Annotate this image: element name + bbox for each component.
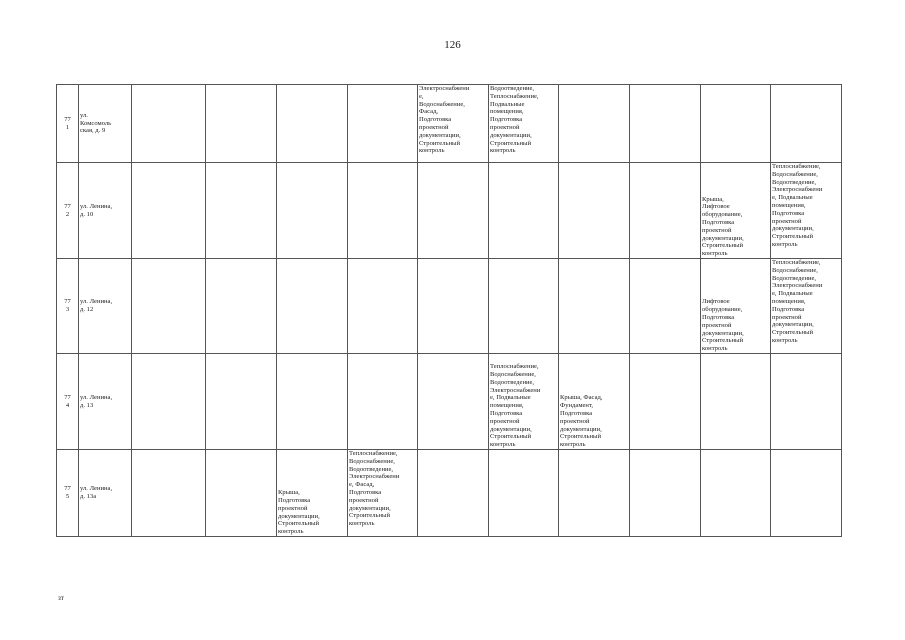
address-cell: ул. Ленина, д. 13 [79, 354, 132, 450]
row-number: 77 2 [57, 163, 79, 259]
work-cell [701, 85, 771, 163]
work-cell [348, 354, 418, 450]
address-cell: ул. Ленина, д. 10 [79, 163, 132, 259]
work-cell [489, 450, 559, 537]
page-number: 126 [444, 39, 461, 51]
work-cell [559, 163, 630, 259]
address-cell: ул. Комсомоль ская, д. 9 [79, 85, 132, 163]
work-cell: Водоотведение, Теплоснабжение, Подвальные помещения, Подготовка проектной документации, Строительный контроль [489, 85, 559, 163]
work-cell [132, 354, 206, 450]
work-cell [206, 85, 277, 163]
work-cell: Теплоснабжение, Водоснабжение, Водоотведение, Электроснабжени е, Подвальные помещения, Подготовка проектной документации, Строительный контроль [771, 163, 842, 259]
work-cell [277, 85, 348, 163]
work-cell [630, 259, 701, 354]
work-cell [206, 163, 277, 259]
work-cell [132, 259, 206, 354]
work-cell [348, 163, 418, 259]
work-cell [206, 450, 277, 537]
work-cell [559, 85, 630, 163]
table-row [57, 163, 842, 259]
work-cell [630, 354, 701, 450]
work-cell [771, 85, 842, 163]
work-cell [132, 163, 206, 259]
row-number: 77 4 [57, 354, 79, 450]
work-cell [132, 450, 206, 537]
work-cell: Крыша, Фасад, Фундамент, Подготовка проектной документации, Строительный контроль [559, 354, 630, 450]
work-cell [418, 163, 489, 259]
work-cell: Теплоснабжение, Водоснабжение, Водоотведение, Электроснабжени е, Фасад, Подготовка проектной документации, Строительный контроль [348, 450, 418, 537]
table-row [57, 354, 842, 450]
row-number: 77 5 [57, 450, 79, 537]
table-row [57, 450, 842, 537]
work-cell: Теплоснабжение, Водоснабжение, Водоотведение, Электроснабжени е, Подвальные помещения, Подготовка проектной документации, Строительный контроль [771, 259, 842, 354]
work-cell: Теплоснабжение, Водоснабжение, Водоотведение, Электроснабжени е, Подвальные помещения, Подготовка проектной документации, Строительный контроль [489, 354, 559, 450]
work-cell [277, 163, 348, 259]
work-cell [277, 354, 348, 450]
work-cell [489, 163, 559, 259]
address-cell: ул. Ленина, д. 13а [79, 450, 132, 537]
work-cell [418, 450, 489, 537]
work-cell [630, 163, 701, 259]
work-cell [277, 259, 348, 354]
work-cell: Крыша, Подготовка проектной документации, Строительный контроль [277, 450, 348, 537]
work-cell [206, 259, 277, 354]
work-cell [630, 85, 701, 163]
work-cell [206, 354, 277, 450]
work-cell [771, 450, 842, 537]
work-cell [701, 354, 771, 450]
work-cell [418, 354, 489, 450]
work-cell [418, 259, 489, 354]
work-cell [771, 354, 842, 450]
work-cell [348, 259, 418, 354]
work-cell: Лифтовое оборудование, Подготовка проектной документации, Строительный контроль [701, 259, 771, 354]
work-cell [559, 259, 630, 354]
address-cell: ул. Ленина, д. 12 [79, 259, 132, 354]
work-cell [132, 85, 206, 163]
work-cell: Электроснабжени е, Водоснабжение, Фасад, Подготовка проектной документации, Строительный контроль [418, 85, 489, 163]
work-cell: Крыша, Лифтовое оборудование, Подготовка проектной документации, Строительный контроль [701, 163, 771, 259]
work-cell [348, 85, 418, 163]
work-cell [630, 450, 701, 537]
work-cell [489, 259, 559, 354]
row-number: 77 3 [57, 259, 79, 354]
work-schedule-table [56, 84, 842, 537]
work-cell [559, 450, 630, 537]
table-row [57, 259, 842, 354]
footer-note: зт [58, 594, 64, 602]
row-number: 77 1 [57, 85, 79, 163]
work-cell [701, 450, 771, 537]
table-row [57, 85, 842, 163]
